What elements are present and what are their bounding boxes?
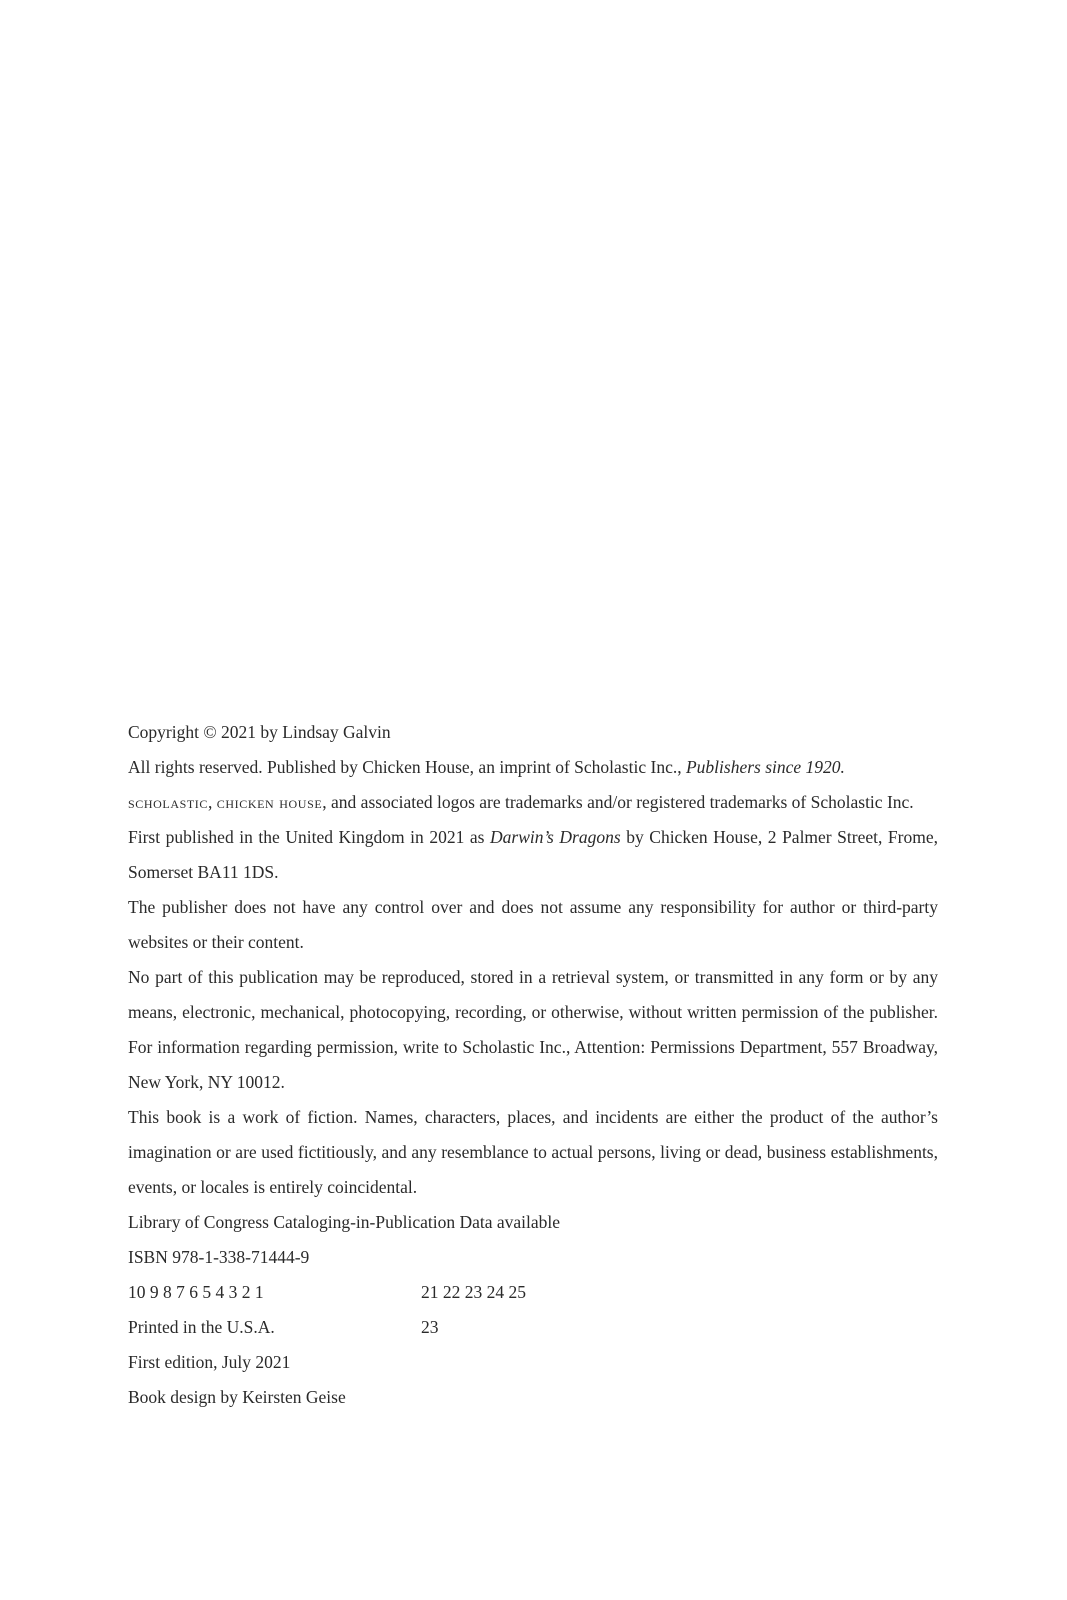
rights-reserved-paragraph	[128, 750, 938, 785]
original-title: Darwin’s Dragons	[490, 827, 621, 847]
trademark-chicken-house: chicken house	[216, 792, 323, 812]
print-run-numbers: 10 9 8 7 6 5 4 3 2 1	[128, 1282, 264, 1302]
publishers-since-text: Publishers since 1920.	[685, 757, 845, 777]
isbn-line: ISBN 978-1-338-71444-9	[128, 1247, 310, 1267]
first-published-paragraph	[128, 820, 938, 890]
edition-line: First edition, July 2021	[128, 1352, 291, 1372]
printing-numbers-row	[128, 1275, 938, 1310]
trademark-separator: ,	[208, 792, 213, 812]
printed-in-text: Printed in the U.S.A.	[128, 1317, 275, 1337]
trademark-rest-text: , and associated logos are trademarks and/or registered trademarks of Scholastic Inc.	[322, 792, 914, 812]
copyright-line: Copyright © 2021 by Lindsay Galvin	[128, 722, 391, 742]
book-design-credit: Book design by Keirsten Geise	[128, 1387, 346, 1407]
library-of-congress-line: Library of Congress Cataloging-in-Publication Data available	[128, 1212, 561, 1232]
reproduction-notice: No part of this publication may be reproduced, stored in a retrieval system, or transmitted in any form or by any means, electronic, mechanical, photocopying, recording, or otherwise, without written permission of the publisher. For information regarding permission, write to Scholastic Inc., Attention: Permissions Department, 557 Broadway, New York, NY 10012.	[128, 967, 938, 1092]
printed-in-row	[128, 1310, 938, 1345]
printer-code: 23	[421, 1317, 439, 1337]
first-published-rest: by Chicken House, 2 Palmer Street, Frome, Somerset BA11 1DS.	[128, 827, 938, 882]
trademark-paragraph	[128, 785, 938, 820]
copyright-page-block	[128, 715, 938, 1415]
fiction-notice: This book is a work of fiction. Names, characters, places, and incidents are either the product of the author’s imagination or are used fictitiously, and any resemblance to actual persons, living or dead, business establishments, events, or locales is entirely coincidental.	[128, 1107, 938, 1197]
publisher-disclaimer: The publisher does not have any control over and does not assume any responsibility for author or third-party websites or their content.	[128, 897, 938, 952]
rights-lead-text: All rights reserved. Published by Chicken House, an imprint of Scholastic Inc.,	[128, 757, 682, 777]
first-published-lead: First published in the United Kingdom in 2021 as	[128, 827, 485, 847]
trademark-scholastic: scholastic	[128, 792, 209, 812]
print-year-numbers: 21 22 23 24 25	[421, 1282, 526, 1302]
